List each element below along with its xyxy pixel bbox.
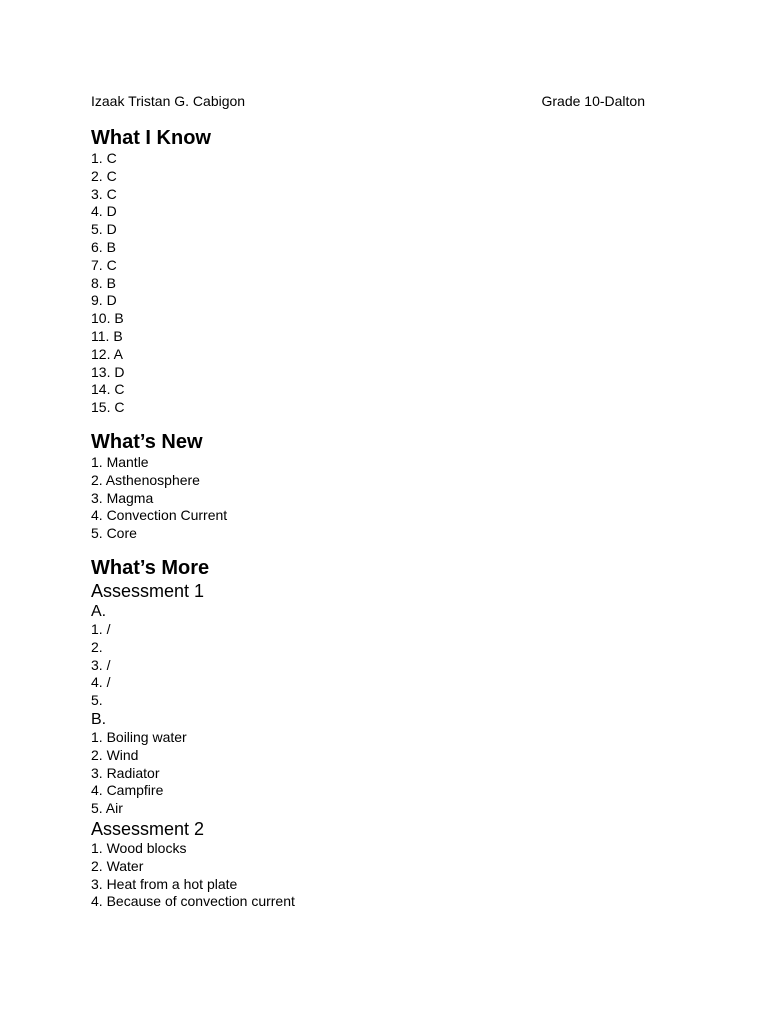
section-what-i-know <box>91 126 691 417</box>
answer-content <box>91 126 691 911</box>
answer-item: 3. Heat from a hot plate <box>91 875 238 892</box>
section-whats-new <box>91 430 691 543</box>
answer-item: 3. / <box>91 656 111 673</box>
answer-item: 3. Radiator <box>91 764 160 781</box>
answer-item: 6. B <box>91 238 116 255</box>
part-b-list <box>91 729 691 818</box>
answer-item: 2. Wind <box>91 746 139 763</box>
answer-item: 2. <box>91 638 103 655</box>
student-name: Izaak Tristan G. Cabigon <box>91 93 246 109</box>
answer-item: 13. D <box>91 363 125 380</box>
answer-item: 1. / <box>91 620 111 637</box>
section-title-what-i-know: What I Know <box>91 127 211 149</box>
answer-item: 2. C <box>91 167 117 184</box>
answer-item: 3. Magma <box>91 489 154 506</box>
section-whats-more <box>91 556 691 911</box>
answer-item: 1. Boiling water <box>91 728 187 745</box>
answer-item: 15. C <box>91 399 125 416</box>
answer-item: 5. D <box>91 221 117 238</box>
assessment-2-title: Assessment 2 <box>91 818 205 839</box>
part-b-label: B. <box>91 710 107 728</box>
part-a-label: A. <box>91 602 107 620</box>
answer-item: 11. B <box>91 327 123 344</box>
what-i-know-list <box>91 150 691 417</box>
answer-item: 10. B <box>91 310 124 327</box>
answer-item: 1. Mantle <box>91 453 149 470</box>
answer-item: 1. C <box>91 150 117 166</box>
answer-item: 4. / <box>91 674 111 691</box>
answer-item: 5. Air <box>91 800 123 817</box>
part-a-list <box>91 621 691 710</box>
answer-item: 5. Core <box>91 525 137 542</box>
answer-item: 12. A <box>91 345 123 362</box>
answer-item: 2. Asthenosphere <box>91 471 200 488</box>
whats-new-list <box>91 454 691 543</box>
answer-item: 3. C <box>91 185 117 202</box>
answer-item: 5. <box>91 692 103 709</box>
answer-item: 14. C <box>91 381 125 398</box>
answer-item: 7. C <box>91 256 117 273</box>
answer-item: 8. B <box>91 274 116 291</box>
section-title-whats-more: What’s More <box>91 556 210 579</box>
assessment-1-title: Assessment 1 <box>91 580 205 601</box>
answer-item: 9. D <box>91 292 117 309</box>
answer-item: 4. Campfire <box>91 782 164 799</box>
section-title-whats-new: What’s New <box>91 430 203 453</box>
answer-item: 2. Water <box>91 857 144 874</box>
document-header <box>91 92 645 110</box>
grade-section: Grade 10-Dalton <box>541 93 645 109</box>
answer-item: 4. Because of convection current <box>91 893 295 910</box>
assessment-2-list <box>91 840 691 911</box>
answer-item: 1. Wood blocks <box>91 839 187 856</box>
answer-item: 4. Convection Current <box>91 507 228 524</box>
answer-item: 4. D <box>91 203 117 220</box>
